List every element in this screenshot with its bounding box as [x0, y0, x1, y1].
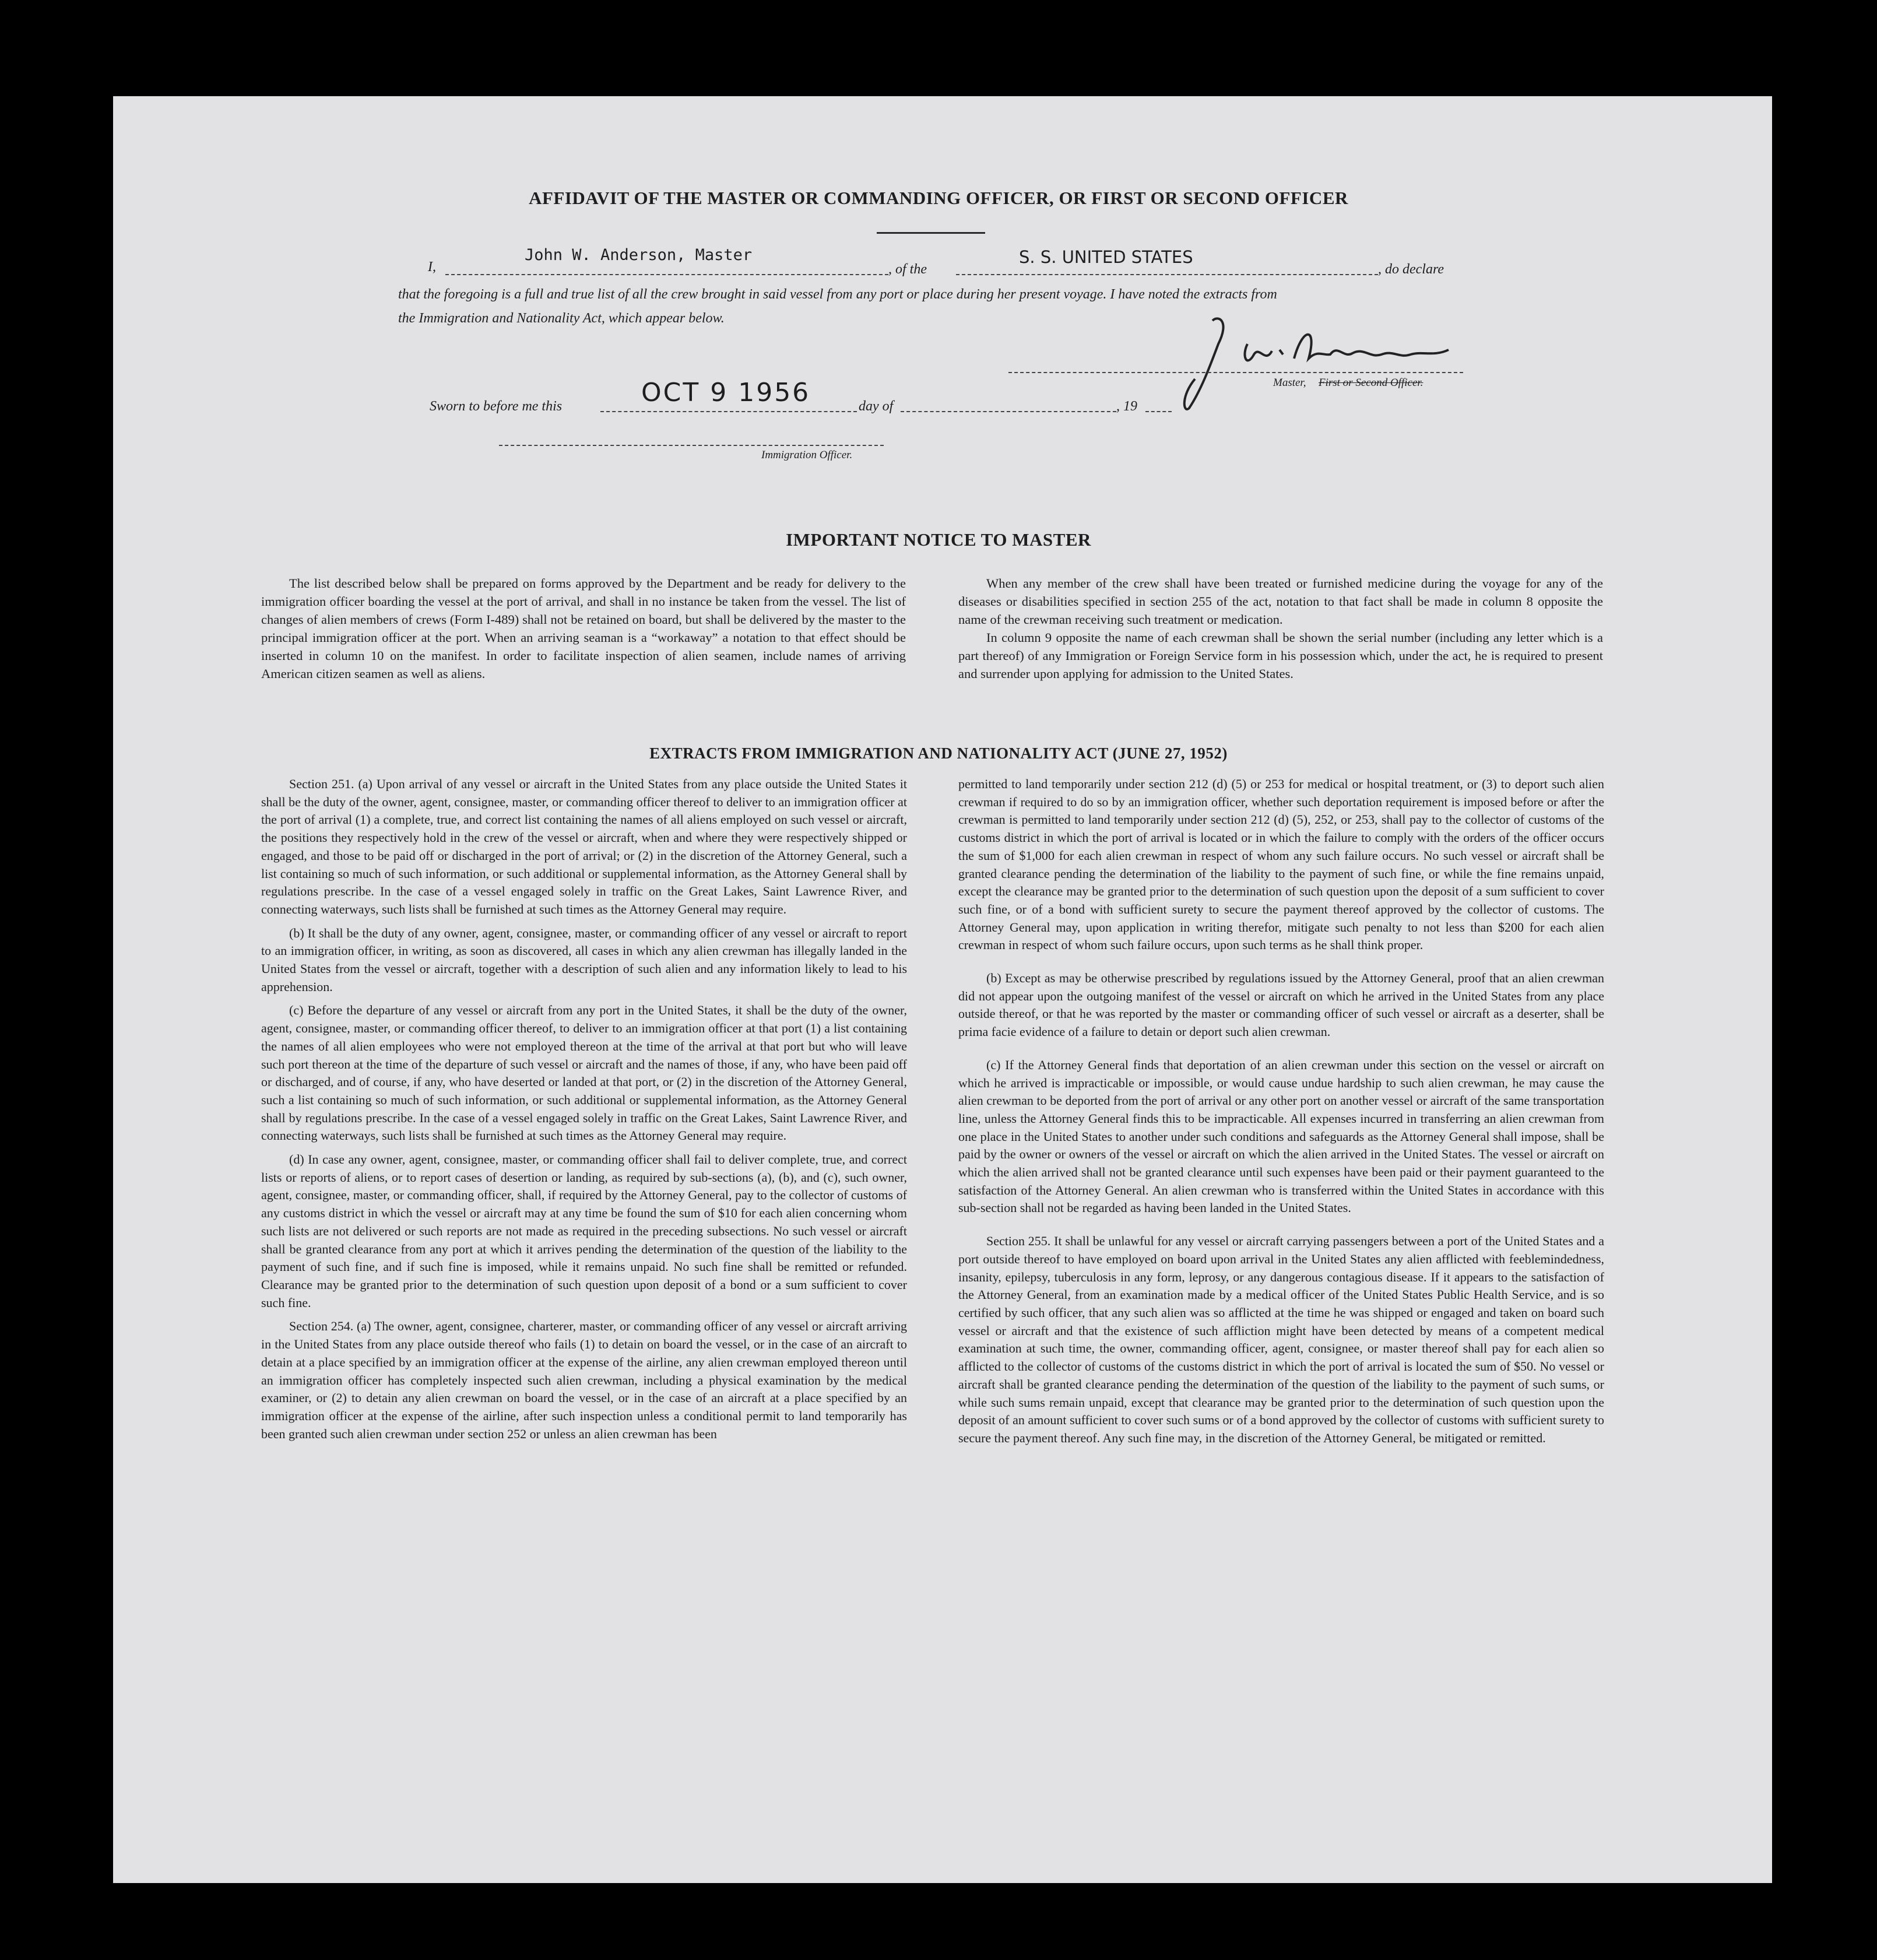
year-label: , 19	[1116, 399, 1137, 414]
sworn-label: Sworn to before me this	[430, 399, 563, 414]
month-line	[901, 411, 1116, 412]
notice-left-paragraph: The list described below shall be prepared on forms approved by the Department and be ready for delivery to the immigration officer boarding the vessel at the port of arrival, and shall in no instance be taken from the vessel. The list of changes of alien members of crews (Form I-489) shall not be retained on board, but shall be delivered by the master to the principal immigration officer at the port. When an arriving seaman is a “workaway” a notation to that effect should be inserted in column 10 on the manifest. In order to facilitate inspection of alien seamen, include names of arriving American citizen seamen as well as aliens.	[261, 576, 906, 681]
section-251-b: (b) It shall be the duty of any owner, agent, consignee, master, or commanding officer of any vessel or aircraft to report to an immigration officer, in writing, as soon as discovered, all cases in which any alien crewman has illegally landed in the United States from the vessel or aircraft, together with a description of such alien and any information likely to lead to his apprehension.	[261, 925, 907, 994]
struck-officer-label: First or Second Officer.	[1319, 377, 1423, 389]
do-declare-label: , do declare	[1378, 262, 1444, 277]
statement-line-2: the Immigration and Nationality Act, which appear below.	[398, 311, 725, 326]
day-of-label: day of	[859, 399, 894, 414]
immigration-officer-line	[499, 445, 884, 446]
extracts-left-column	[261, 775, 907, 1443]
section-254-a-continued: permitted to land temporarily under section 212 (d) (5) or 253 for medical or hospital treatment, or (3) to deport such alien crewman if required to do so by an immigration officer, whether such deportation requirement is imposed before or after the crewman is permitted to land temporarily under section 212 (d) (5), 252, or 253, shall pay to the collector of customs of the customs district in which the port of arrival is located or in which the failure to comply with the orders of the officer occurs the sum of $1,000 for each alien crewman in respect of whom any such failure occurs. No such vessel or aircraft shall be granted clearance pending the determination of the liability to the payment of such fine, or while the fine remains unpaid, except the clearance may be granted prior to the determination of such question upon the deposit of a sum sufficient to cover such fine, or of a bond with sufficient surety to secure the payment thereof approved by the collector of customs. The Attorney General may, upon application in writing therefor, mitigate such penalty to not less than $200 for each alien crewman in respect of whom such failure occurs, upon such terms as he shall think proper.	[958, 777, 1604, 953]
notice-right-column	[958, 574, 1603, 683]
section-251-c: (c) Before the departure of any vessel or aircraft from any port in the United States, it shall be the duty of the owner, agent, consignee, master, or commanding officer thereof, to deliver to an immigration officer at that port (1) a list containing the names of all alien employees who were not employed thereon at the time of the arrival at that port but who will leave such port thereon at the time of the departure of such vessel or aircraft and the names of those, if any, who have been paid off or discharged, and of course, if any, who have deserted or landed at that port, or (2) in the discretion of the Attorney General, such a list containing so much of such information, or such additional or supplemental information, as the Attorney General shall by regulations prescribe. In the case of a vessel engaged solely in traffic on the Great Lakes, Saint Lawrence River, and connecting waterways, such lists shall be furnished at such times as the Attorney General may require.	[261, 1003, 907, 1143]
sworn-date-stamp: OCT 9 1956	[641, 378, 811, 408]
notice-title: IMPORTANT NOTICE TO MASTER	[786, 529, 1091, 550]
master-name-line	[445, 274, 888, 275]
signature-image	[1177, 303, 1469, 420]
title-rule	[877, 232, 985, 234]
vessel-name: S. S. UNITED STATES	[1019, 247, 1193, 267]
section-255: Section 255. It shall be unlawful for any vessel or aircraft carrying passengers between a port of the United States and a port outside thereof to have employed on board upon arrival in the United States any alien afflicted with feeblemindedness, insanity, epilepsy, tuberculosis in any form, leprosy, or any dangerous contagious disease. If it appears to the satisfaction of the Attorney General, from an examination made by a medical officer of the United States Public Health Service, and is so certified by such officer, that any such alien was so afflicted at the time he was shipped or engaged and taken on board such vessel or aircraft and that the existence of such affliction might have been detected by means of a competent medical examination at such time, the owner, commanding officer, agent, consignee, or master thereof shall pay for each alien so afflicted to the collector of customs of the customs district in which the port of arrival is located the sum of $50. No vessel or aircraft shall be granted clearance pending the determination of the question of the liability to the payment of such sums, or while such sums remain unpaid, except that clearance may be granted prior to the determination of such question upon the deposit of an amount sufficient to cover such sums or of a bond approved by the collector of customs with sufficient surety to secure the payment thereof. Any such fine may, in the discretion of the Attorney General, be mitigated or remitted.	[958, 1234, 1604, 1445]
extracts-title: EXTRACTS FROM IMMIGRATION AND NATIONALITY ACT (JUNE 27, 1952)	[649, 744, 1228, 762]
signature-line	[1008, 372, 1463, 373]
statement-line-1: that the foregoing is a full and true list of all the crew brought in said vessel from any port or place during her present voyage. I have noted the extracts from	[398, 287, 1277, 302]
section-254-c: (c) If the Attorney General finds that deportation of an alien crewman under this section on the vessel or aircraft on which he arrived is impracticable or impossible, or would cause undue hardship to such alien crewman, he may cause the alien crewman to be deported from the port of arrival or any other port on another vessel or aircraft of the same transportation line, unless the Attorney General finds this to be impracticable. All expenses incurred in transferring an alien crewman from one place in the United States to another under such conditions and safeguards as the Attorney General shall impose, shall be paid by the owner or owners of the vessel or aircraft on which the alien arrived in the United States. The vessel or aircraft on which the alien arrived shall not be granted clearance until such expenses have been paid or their payment guaranteed to the satisfaction of the Attorney General. An alien crewman who is transferred within the United States in accordance with this sub-section shall not be regarded as having been landed in the United States.	[958, 1057, 1604, 1216]
master-label: Master,	[1273, 377, 1306, 389]
vessel-name-line	[956, 274, 1378, 275]
immigration-officer-label: Immigration Officer.	[761, 449, 853, 461]
i-label: I,	[428, 259, 436, 275]
notice-right-paragraph-2: In column 9 opposite the name of each crewman shall be shown the serial number (including any letter which is a part thereof) of any Immigration or Foreign Service form in his possession which, under the act, he is required to present and surrender upon applying for admission to the United States.	[958, 630, 1603, 681]
section-251-d: (d) In case any owner, agent, consignee, master, or commanding officer shall fail to deliver complete, true, and correct lists or reports of aliens, or to report cases of desertion or landing, as required by sub-sections (a), (b), and (c), such owner, agent, consignee, master, or commanding officer, shall, if required by the Attorney General, pay to the collector of customs of any customs district in which the vessel or aircraft may at any time be found the sum of $10 for each alien concerning whom such lists are not delivered or such reports are not made as required in the preceding subsections. No such vessel or aircraft shall be granted clearance from any port at which it arrives pending the determination of the question of the liability to the payment of such fine, and if such fine is imposed, while it remains unpaid. No such fine shall be remitted or refunded. Clearance may be granted prior to the determination of such question upon deposit of a bond or a sum sufficient to cover such fine.	[261, 1152, 907, 1310]
of-the-label: , of the	[888, 262, 927, 277]
affidavit-title: AFFIDAVIT OF THE MASTER OR COMMANDING OFFICER, OR FIRST OR SECOND OFFICER	[529, 188, 1348, 208]
notice-right-paragraph-1: When any member of the crew shall have been treated or furnished medicine during the voyage for any of the diseases or disabilities specified in section 255 of the act, notation to that fact shall be made in column 8 opposite the name of the crewman receiving such treatment or medication.	[958, 576, 1603, 627]
section-251-a: Section 251. (a) Upon arrival of any vessel or aircraft in the United States from any place outside the United States it shall be the duty of the owner, agent, consignee, master, or commanding officer thereof to deliver to an immigration officer at the port of arrival (1) a complete, true, and correct list containing the names of all aliens employed on such vessel or aircraft, the positions they respectively hold in the crew of the vessel or aircraft, when and where they were respectively shipped or engaged, and those to be paid off or discharged in the port of arrival; or (2) in the discretion of the Attorney General, such a list containing so much of such information, or such additional or supplemental information, as the Attorney General shall by regulations prescribe. In the case of a vessel engaged solely in traffic on the Great Lakes, Saint Lawrence River, and connecting waterways, such lists shall be furnished at such times as the Attorney General may require.	[261, 777, 907, 916]
sworn-date-line	[600, 411, 857, 412]
section-254-b: (b) Except as may be otherwise prescribed by regulations issued by the Attorney General, proof that an alien crewman did not appear upon the outgoing manifest of the vessel or aircraft on which he arrived in the United States from any place outside thereof, or that he was reported by the master or commanding officer of such vessel or aircraft as a deserter, shall be prima facie evidence of a failure to detain or deport such alien crewman.	[958, 971, 1604, 1039]
year-line	[1145, 411, 1172, 412]
section-254-a: Section 254. (a) The owner, agent, consignee, charterer, master, or commanding officer of any vessel or aircraft arriving in the United States from any place outside thereof who fails (1) to detain on board the vessel, or in the case of an aircraft to detain at a place specified by an immigration officer at the expense of the airline, any alien crewman employed thereon until an immigration officer has completely inspected such alien crewman, including a physical examination by the medical examiner, or (2) to detain any alien crewman on board the vessel, or in the case of an aircraft at a place specified by an immigration officer at the expense of the airline, after such inspection unless a conditional permit to land temporarily has been granted such alien crewman under section 252 or unless an alien crewman has been	[261, 1319, 907, 1441]
extracts-right-column	[958, 775, 1604, 1448]
notice-left-column	[261, 574, 906, 683]
master-name: John W. Anderson, Master	[525, 246, 753, 264]
